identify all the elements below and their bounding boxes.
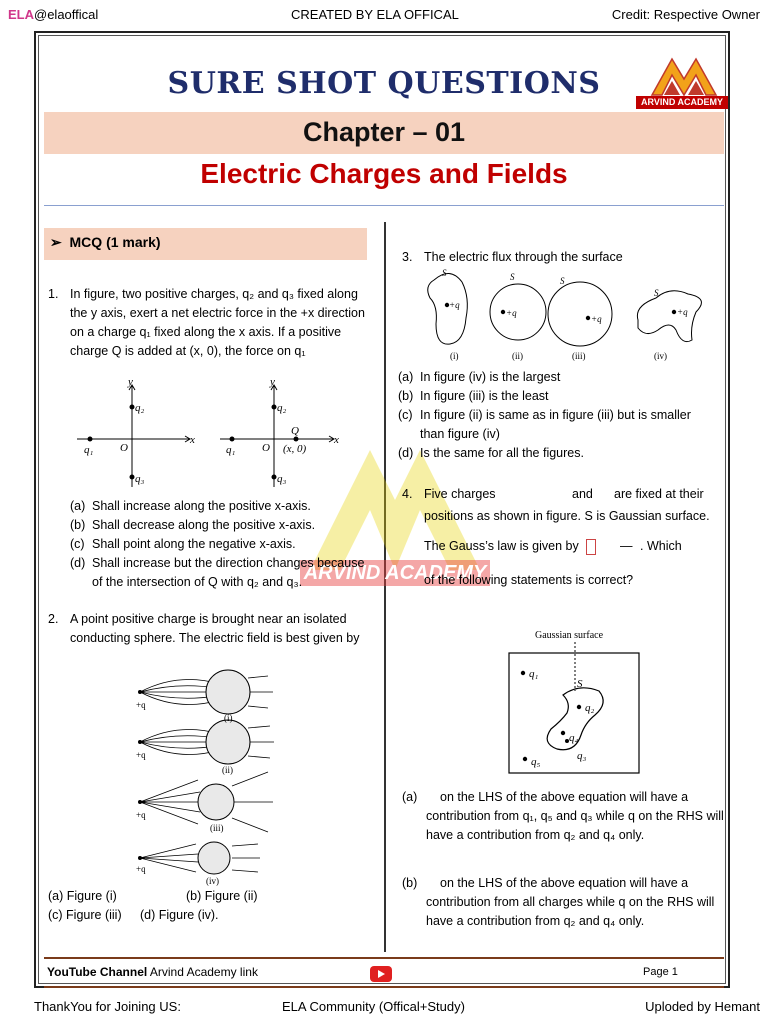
footer-rule-top — [44, 957, 724, 959]
svg-text:y: y — [128, 376, 133, 388]
svg-text:q₃: q₃ — [277, 473, 287, 485]
arrow-bullet-icon: ➢ — [50, 234, 70, 250]
question-2-figure — [128, 668, 278, 888]
svg-text:+q: +q — [136, 750, 146, 760]
svg-text:(i): (i) — [224, 713, 233, 723]
option-b[interactable]: (b) In figure (iii) is the least — [398, 389, 549, 403]
svg-text:+q: +q — [677, 307, 688, 317]
svg-text:O: O — [120, 442, 128, 454]
subject-heading: Electric Charges and Fields — [200, 158, 568, 189]
svg-text:S: S — [442, 268, 447, 278]
youtube-icon[interactable] — [370, 966, 392, 982]
svg-text:Q: Q — [291, 425, 299, 437]
svg-text:(iv): (iv) — [654, 351, 667, 361]
watermark-text: ARVIND ACADEMY — [300, 560, 490, 586]
svg-text:(i): (i) — [450, 351, 459, 361]
logo-label: ARVIND ACADEMY — [636, 96, 728, 109]
option-c[interactable]: (c) Figure (iii) — [48, 908, 122, 922]
question-1-figure — [72, 375, 347, 490]
svg-text:x: x — [190, 434, 195, 446]
svg-text:q₅: q₅ — [531, 756, 541, 768]
option-c[interactable]: (c) Shall point along the negative x-axis. — [70, 537, 296, 551]
question-2: 2. A point positive charge is brought near an isolated conducting sphere. The electric field is best given by — [48, 610, 368, 648]
top-credit: Credit: Respective Owner — [611, 7, 760, 22]
top-center-text: CREATED BY ELA OFFICAL — [291, 7, 459, 22]
svg-text:(x, 0): (x, 0) — [283, 443, 307, 455]
question-3-options — [398, 368, 718, 463]
youtube-link[interactable]: YouTube Channel Arvind Academy link — [47, 965, 258, 979]
chapter-heading: Chapter – 01 — [302, 117, 466, 147]
question-4: 4. Five charges and are fixed at their positions as shown in figure. S is Gaussian surface. The Gauss’s law is given by — . Which of the following statements is correct? — [402, 487, 710, 587]
svg-text:x: x — [334, 434, 339, 446]
option-d[interactable]: (d) Is the same for all the figures. — [398, 446, 584, 460]
svg-text:q₃: q₃ — [577, 750, 587, 762]
svg-text:Gaussian surface: Gaussian surface — [535, 630, 604, 641]
question-1-options — [70, 497, 370, 592]
page-title: SURE SHOT QUESTIONS — [167, 66, 601, 101]
option-d[interactable]: (d) Figure (iv). — [140, 908, 219, 922]
svg-text:S: S — [560, 276, 565, 286]
question-2-text: A point positive charge is brought near an isolated conducting sphere. The electric field is best given by — [70, 612, 360, 645]
option-b[interactable]: (b) Shall decrease along the positive x-axis. — [70, 518, 316, 532]
svg-text:q₁: q₁ — [84, 444, 94, 456]
footer-left: ThankYou for Joining US: — [34, 999, 181, 1014]
svg-text:S: S — [577, 678, 583, 690]
question-4-option-a[interactable]: (a) on the LHS of the above equation will have a contribution from q₁, q₅ and q₃ while q on the RHS will have a contribution from q₂ and q₄ only. — [402, 790, 724, 842]
svg-text:(ii): (ii) — [512, 351, 523, 361]
question-1-text: In figure, two positive charges, q₂ and q₃ fixed along the y axis, exert a net electric force in the +x direction on a charge q₁ fixed along the x axis. If a positive charge Q is added at (x, 0), the force on q₁ — [70, 287, 365, 358]
svg-text:q₂: q₂ — [585, 702, 595, 714]
svg-text:+q: +q — [136, 700, 146, 710]
svg-text:y: y — [270, 376, 275, 388]
question-3: 3. The electric flux through the surface — [402, 248, 722, 267]
option-d[interactable]: (d) Shall increase but the direction changes because of the intersection of Q with q₂ and q₃. — [70, 556, 365, 589]
question-1: 1. In figure, two positive charges, q₂ and q₃ fixed along the y axis, exert a net electric force in the +x direction on a charge q₁ fixed along the x axis. If a positive charge Q is added at (x, 0), the force on q₁ — [48, 285, 368, 361]
svg-text:(ii): (ii) — [222, 765, 233, 775]
heading-divider — [44, 205, 724, 206]
option-a[interactable]: (a) Figure (i) — [48, 889, 117, 903]
svg-text:(iii): (iii) — [572, 351, 586, 361]
svg-text:S: S — [654, 288, 659, 298]
question-4-option-b[interactable]: (b) on the LHS of the above equation will have a contribution from all charges while q on the RHS will have a contribution from q₂ and q₄ only. — [402, 876, 715, 928]
svg-text:(iv): (iv) — [206, 876, 219, 886]
footer-rule-bottom — [44, 986, 724, 988]
equation-placeholder-icon — [586, 539, 596, 555]
svg-text:q₂: q₂ — [135, 402, 145, 414]
svg-text:q₁: q₁ — [529, 668, 539, 680]
footer-right: Uploded by Hemant — [645, 999, 760, 1014]
svg-text:+q: +q — [506, 308, 517, 318]
option-a[interactable]: (a) Shall increase along the positive x-axis. — [70, 499, 311, 513]
question-4-figure — [505, 625, 645, 777]
svg-text:S: S — [510, 272, 515, 282]
page-number: Page 1 — [643, 966, 678, 978]
svg-text:+q: +q — [449, 300, 460, 310]
top-bar — [0, 0, 768, 28]
question-2-options — [48, 887, 368, 925]
top-handle: ELA@elaoffical — [8, 7, 99, 22]
question-3-text: The electric flux through the surface — [424, 250, 623, 264]
option-a[interactable]: (a) In figure (iv) is the largest — [398, 370, 561, 384]
footer-center: ELA Community (Offical+Study) — [282, 999, 465, 1014]
svg-text:q₃: q₃ — [135, 473, 145, 485]
svg-text:+q: +q — [136, 810, 146, 820]
svg-text:+q: +q — [591, 314, 602, 324]
svg-text:q₂: q₂ — [277, 402, 287, 414]
question-3-figure — [420, 268, 720, 366]
svg-text:O: O — [262, 442, 270, 454]
section-title: ➢ MCQ (1 mark) — [50, 234, 161, 250]
option-b[interactable]: (b) Figure (ii) — [186, 889, 258, 903]
svg-text:q₁: q₁ — [226, 444, 236, 456]
option-c[interactable]: (c) In figure (ii) is same as in figure (iii) but is smaller than figure (iv) — [398, 408, 691, 441]
svg-text:q₄: q₄ — [569, 732, 579, 744]
svg-text:(iii): (iii) — [210, 823, 224, 833]
svg-text:+q: +q — [136, 864, 146, 874]
